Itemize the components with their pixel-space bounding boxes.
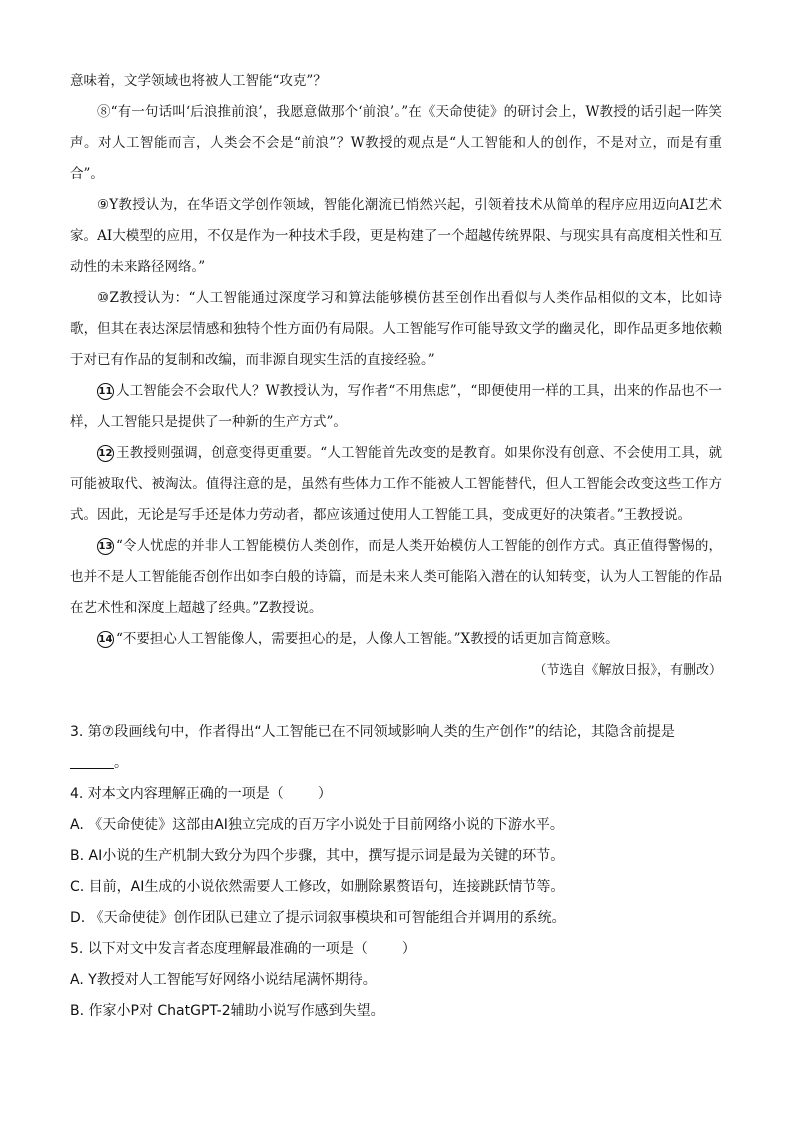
paragraph-10	[70, 283, 722, 376]
question-3-end: 。	[114, 755, 128, 771]
paragraph-11	[70, 376, 722, 438]
source-citation: （节选自《解放日报》，有删改）	[533, 663, 722, 678]
question-4-stem-end: ）	[317, 786, 332, 802]
question-3	[70, 717, 730, 748]
questions-section	[70, 717, 730, 1027]
question-4	[70, 779, 730, 810]
paragraph-number: 14	[97, 631, 114, 648]
paragraph-number: 11	[97, 383, 114, 400]
paragraph-number: ⑩	[97, 290, 110, 306]
option-a[interactable]: A. 《天命使徒》这部由AI独立完成的百万字小说处于目前网络小说的下游水平。	[70, 817, 564, 833]
paragraph-text: “有一句话叫‘后浪推前浪’，我愿意做那个‘前浪’。”在《天命使徒》的研讨会上，W教授的话引起一阵笑声。对人工智能而言，人类会不会是“前浪”？W教授的观点是“人工智能和人的创作，不是对立，而是有重合”。	[70, 104, 723, 182]
paragraph-text: Z教授认为：“人工智能通过深度学习和算法能够模仿甚至创作出看似与人类作品相似的文本，比如诗歌，但其在表达深层情感和独特个性方面仍有局限。人工智能写作可能导致文学的幽灵化，即作品更多地依赖于对已有作品的复制和改编，而非源自现实生活的直接经验。”	[70, 290, 723, 368]
answer-blank[interactable]	[70, 750, 114, 769]
paragraph-13	[70, 531, 722, 624]
paragraph-14	[70, 624, 722, 655]
paragraph-text: “令人忧虑的并非人工智能模仿人类创作，而是人类开始模仿人工智能的创作方式。真正值得警惕的，也并不是人工智能能否创作出如李白般的诗篇，而是未来人类可能陷入潜在的认知转变，认为人工智能的作品在艺术性和深度上超越了经典。”Z教授说。	[70, 538, 722, 616]
paragraph-text: 人工智能会不会取代人？W教授认为，写作者“不用焦虑”，“即便使用一样的工具，出来的作品也不一样，人工智能只是提供了一种新的生产方式”。	[70, 383, 722, 430]
option-a[interactable]: A. Y教授对人工智能写好网络小说结尾满怀期待。	[70, 972, 377, 988]
option-b[interactable]: B. 作家小P对 ChatGPT-2辅助小说写作感到失望。	[70, 1003, 385, 1019]
paragraph-8	[70, 97, 722, 190]
option-c[interactable]: C. 目前，AI生成的小说依然需要人工修改，如删除累赘语句，连接跳跃情节等。	[70, 879, 565, 895]
paragraph-9	[70, 190, 722, 283]
question-5-stem: 5. 以下对文中发言者态度理解最准确的一项是（	[70, 941, 368, 957]
question-5-stem-end: ）	[401, 941, 416, 957]
question-5	[70, 934, 730, 965]
paragraph-number: ⑧	[97, 104, 111, 120]
question-3-answer-line	[70, 748, 730, 779]
paragraph-text: Y教授认为，在华语文学创作领域，智能化潮流已悄然兴起，引领着技术从简单的程序应用迈向AI艺术家。AI大模型的应用，不仅是作为一种技术手段，更是构建了一个超越传统界限、与现实具有高度相关性和互动性的未来路径网络。”	[70, 197, 722, 275]
question-4-stem: 4. 对本文内容理解正确的一项是（	[70, 786, 284, 802]
paragraph-number: 13	[97, 538, 114, 555]
question-3-text: 3. 第⑦段画线句中，作者得出“人工智能已在不同领域影响人类的生产创作”的结论，其隐含前提是	[70, 724, 675, 740]
paragraph-number: 12	[97, 445, 114, 462]
lead-line: 意味着，文学领域也将被人工智能“攻克”？	[70, 73, 327, 89]
paragraph-text: “不要担心人工智能像人，需要担心的是，人像人工智能。”X教授的话更加言简意赅。	[116, 631, 619, 647]
option-d[interactable]: D. 《天命使徒》创作团队已建立了提示词叙事模块和可智能组合并调用的系统。	[70, 910, 566, 926]
option-b[interactable]: B. AI小说的生产机制大致分为四个步骤，其中，撰写提示词是最为关键的环节。	[70, 848, 565, 864]
paragraph-text: 王教授则强调，创意变得更重要。“人工智能首先改变的是教育。如果你没有创意、不会使用工具，就可能被取代、被淘汰。值得注意的是，虽然有些体力工作不能被人工智能替代，但人工智能会改变这些工作方式。因此，无论是写手还是体力劳动者，都应该通过使用人工智能工具，变成更好的决策者。”王教授说。	[70, 445, 722, 523]
paragraph-12	[70, 438, 722, 531]
paragraph-number: ⑨	[97, 197, 110, 213]
article-excerpt	[70, 66, 722, 686]
